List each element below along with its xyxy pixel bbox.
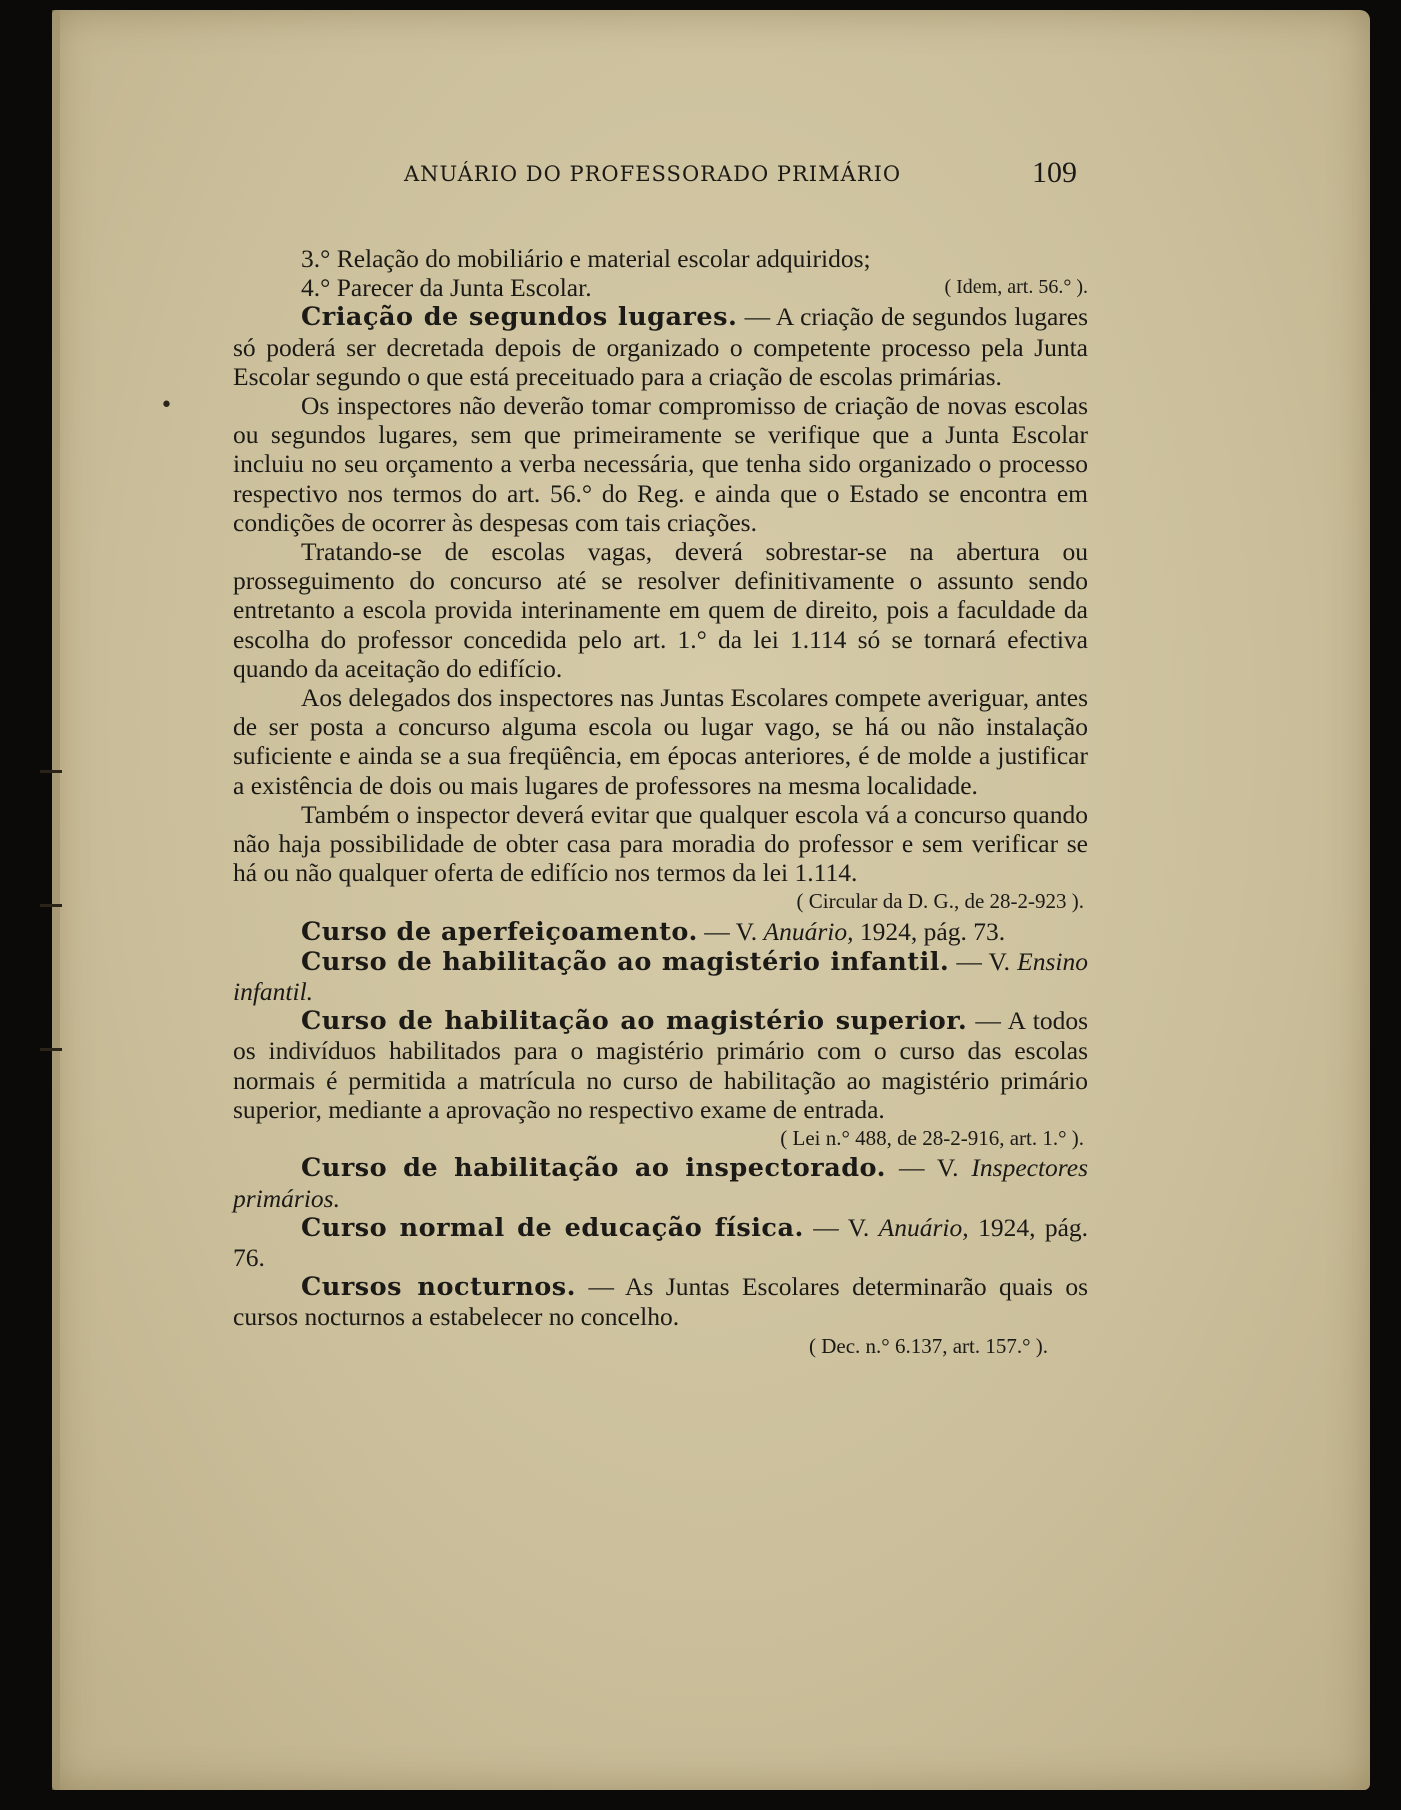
page-body: [233, 244, 1088, 1361]
entry-educacao-fisica: [233, 1213, 1088, 1272]
list-item-text: 4.° Parecer da Junta Escolar.: [301, 273, 592, 303]
entry-heading: Curso de aperfeiçoamento.: [301, 916, 698, 947]
list-item: [233, 273, 1088, 302]
margin-mark: [40, 770, 62, 773]
margin-mark: [40, 1048, 62, 1051]
entry-heading: Cursos nocturnos.: [301, 1272, 577, 1303]
entry-infantil: [233, 947, 1088, 1006]
entry-criacao: [233, 302, 1088, 391]
paragraph: Os inspectores não deverão tomar compromisso de criação de novas escolas ou segundos lugares, sem que primeiramente se verifique que a Junta Escolar incluiu no seu orçamento a verba necessária, que tenha sido organizado o processo respectivo nos termos do art. 56.° do Reg. e ainda que o Estado se encontra em condições de ocorrer às despesas com tais criações.: [233, 391, 1088, 537]
paragraph: Aos delegados dos inspectores nas Juntas Escolares compete averiguar, antes de ser posta a concurso alguma escola ou lugar vago, se há ou não instalação suficiente e ainda se a sua freqüência, em épocas anteriores, é de molde a justificar a existência de dois ou mais lugares de professores na mesma localidade.: [233, 683, 1088, 800]
entry-heading: Curso de habilitação ao magistério superior.: [301, 1006, 968, 1037]
entry-superior: [233, 1006, 1088, 1124]
list-item: 3.° Relação do mobiliário e material escolar adquiridos;: [301, 244, 871, 273]
paragraph: Também o inspector deverá evitar que qualquer escola vá a concurso quando não haja possibilidade de obter casa para moradia do professor e sem verificar se há ou não qualquer oferta de edifício nos termos da lei 1.114.: [233, 799, 1088, 888]
entry-nocturnos: [233, 1272, 1088, 1331]
page-number: 109: [1032, 156, 1077, 189]
entry-text: 1924, pág. 76.: [233, 1212, 1089, 1272]
entry-text: — V.: [704, 916, 758, 946]
entry-text: — V.: [813, 1212, 870, 1242]
citation: ( Lei n.° 488, de 28-2-916, art. 1.° ).: [780, 1126, 1084, 1151]
margin-dot: •: [160, 393, 173, 418]
entry-heading: Curso de habilitação ao inspectorado.: [301, 1153, 886, 1184]
entry-reference: Ensino infantil.: [233, 946, 1088, 1007]
entry-heading: Curso de habilitação ao magistério infantil.: [301, 946, 950, 977]
entry-text: — As Juntas Escolares determinarão quais os cursos nocturnos a estabelecer no concelho.: [233, 1272, 1088, 1332]
page-spine-edge: [52, 10, 60, 1790]
entry-reference: Anuário,: [763, 916, 854, 946]
citation: ( Dec. n.° 6.137, art. 157.° ).: [809, 1333, 1048, 1358]
entry-heading: Curso normal de educação física.: [301, 1212, 804, 1243]
entry-text: — V.: [956, 946, 1011, 976]
entry-heading: Criação de segundos lugares.: [301, 302, 738, 333]
entry-text: — A todos os indivíduos habilitados para o magistério primário com o curso das escolas normais é permitida a matrícula no curso de habilitação ao magistério primário superior, mediante a aprovação no respectivo exame de entrada.: [233, 1006, 1089, 1124]
entry-reference: Anuário,: [878, 1212, 969, 1242]
entry-text: 1924, pág. 73.: [859, 916, 1006, 946]
paragraph: Tratando-se de escolas vagas, deverá sobrestar-se na abertura ou prosseguimento do concurso até se resolver definitivamente o assunto sendo entretanto a escola provida interinamente em quem de direito, pois a faculdade da escolha do professor concedida pelo art. 1.° da lei 1.114 só se tornará efectiva quando da aceitação do edifício.: [233, 537, 1088, 683]
citation: ( Circular da D. G., de 28-2-923 ).: [796, 889, 1084, 914]
citation: ( Idem, art. 56.° ).: [944, 276, 1088, 299]
entry-aperfeicoamento: [233, 917, 1088, 947]
entry-reference: Inspectores primários.: [233, 1153, 1089, 1213]
running-header: ANUÁRIO DO PROFESSORADO PRIMÁRIO: [404, 162, 902, 186]
margin-mark: [40, 904, 62, 907]
entry-text: — V.: [898, 1153, 959, 1183]
entry-text: — A criação de segundos lugares só poderá ser decretada depois de organizado o competente processo pela Junta Escolar segundo o que está preceituado para a criação de escolas primárias.: [233, 302, 1088, 391]
entry-inspectorado: [233, 1153, 1088, 1212]
